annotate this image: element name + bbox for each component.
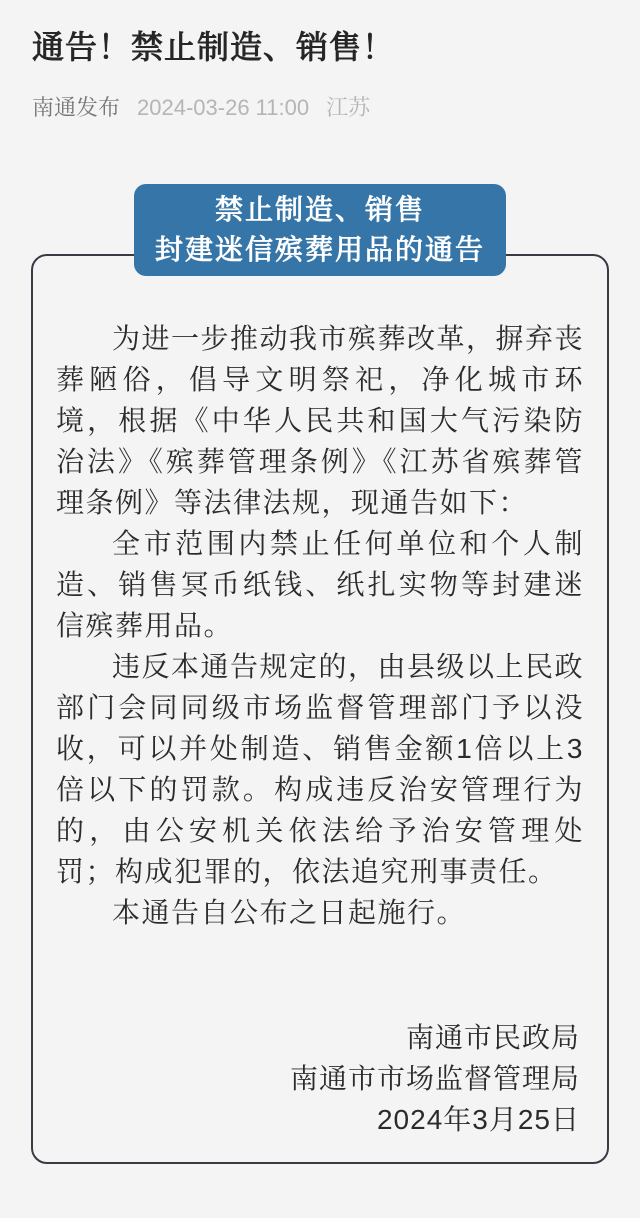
- notice-signature: [56, 1017, 584, 1140]
- publisher-name[interactable]: 南通发布: [32, 95, 121, 120]
- publish-datetime: 2024-03-26 11:00: [137, 95, 310, 120]
- notice-banner: [134, 184, 506, 276]
- notice-banner-line1: 禁止制造、销售: [214, 194, 425, 225]
- notice-paragraph: 全市范围内禁止任何单位和个人制造、销售冥币纸钱、纸扎实物等封建迷信殡葬用品。: [56, 528, 584, 641]
- notice-paragraph: 本通告自公布之日起施行。: [112, 897, 467, 928]
- notice-box: [31, 254, 609, 1164]
- signature-line: 南通市民政局: [405, 1022, 580, 1053]
- article-meta: [0, 68, 640, 122]
- signature-line: 南通市市场监督管理局: [289, 1063, 580, 1094]
- article-title: 通告！禁止制造、销售！: [32, 29, 396, 65]
- notice-paragraph: 为进一步推动我市殡葬改革，摒弃丧葬陋俗，倡导文明祭祀，净化城市环境，根据《中华人民共和国大气污染防治法》《殡葬管理条例》《江苏省殡葬管理条例》等法律法规，现通告如下：: [56, 323, 585, 518]
- publish-location: 江苏: [326, 95, 371, 120]
- signature-line: 2024年3月25日: [376, 1104, 580, 1135]
- notice-banner-line2: 封建迷信殡葬用品的通告: [154, 234, 485, 265]
- notice-figure: [0, 184, 640, 1164]
- notice-body: [56, 318, 584, 933]
- notice-paragraph: 违反本通告规定的，由县级以上民政部门会同同级市场监督管理部门予以没收，可以并处制造、销售金额1倍以上3倍以下的罚款。构成违反治安管理行为的，由公安机关依法给予治安管理处罚；构成犯罪的，依法追究刑事责任。: [56, 651, 585, 887]
